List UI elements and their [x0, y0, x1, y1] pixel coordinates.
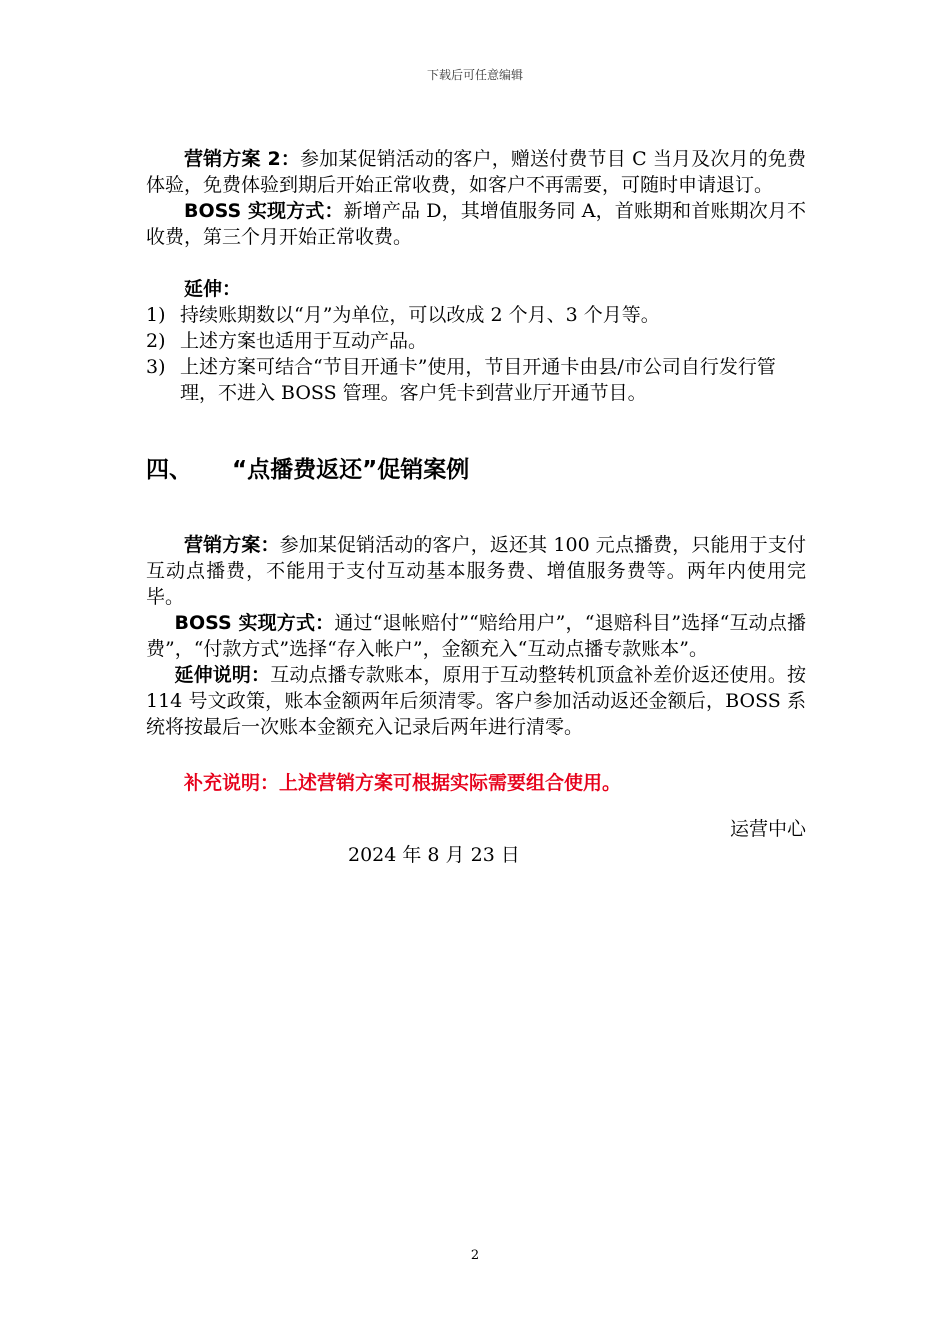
extension-label: 延伸：: [184, 278, 242, 300]
plan4-text: 参加某促销活动的客户，返还其 100 元点播费，只能用于支付互动点播费，不能用于支付互动基本服务费、增值服务费等。两年内使用完毕。: [146, 534, 806, 608]
plan2-label: 营销方案 2：: [184, 148, 301, 170]
plan4-label: 营销方案：: [184, 534, 280, 556]
list-item-number: 3): [146, 356, 166, 378]
supplement-text: 补充说明：上述营销方案可根据实际需要组合使用。: [184, 772, 622, 794]
spacer: [146, 486, 806, 532]
page-header: 下载后可任意编辑: [426, 68, 523, 82]
plan2-paragraph: [146, 146, 806, 198]
extension-heading: [146, 276, 806, 302]
plan2-text: 参加某促销活动的客户，赠送付费节目 C 当月及次月的免费体验，免费体验到期后开始正常收费，如客户不再需要，可随时申请退订。: [146, 148, 806, 196]
plan4-paragraph: [146, 532, 806, 610]
section-number: 四、: [146, 457, 192, 483]
boss4-paragraph: [146, 610, 806, 662]
spacer: [146, 796, 806, 816]
section-heading: [146, 454, 806, 486]
boss2-label: BOSS 实现方式：: [184, 200, 344, 222]
boss4-text: 通过“退帐赔付”“赔给用户”，“退赔科目”选择“互动点播费”，“付款方式”选择“存入帐户”，金额充入“互动点播专款账本”。: [146, 612, 806, 660]
list-item: [146, 328, 806, 354]
supplement-paragraph: [146, 770, 806, 796]
spacer: [146, 250, 806, 276]
ext4-text: 互动点播专款账本，原用于互动整转机顶盒补差价返还使用。按 114 号文政策，账本金额两年后须清零。客户参加活动返还金额后，BOSS 系统将按最后一次账本金额充入记录后两年进行清零。: [146, 664, 806, 738]
signature-org: 运营中心: [729, 818, 806, 840]
signature-date: 2024 年 8 月 23 日: [348, 844, 520, 866]
page-number: 2: [470, 1248, 480, 1263]
list-item-text: 持续账期数以“月”为单位，可以改成 2 个月、3 个月等。: [180, 304, 660, 326]
boss2-paragraph: [146, 198, 806, 250]
list-item-text: 上述方案可结合“节目开通卡”使用，节目开通卡由县/市公司自行发行管理，不进入 BOSS 管理。客户凭卡到营业厅开通节目。: [180, 356, 776, 404]
boss4-label: BOSS 实现方式：: [174, 612, 335, 634]
extension-list: [146, 302, 806, 406]
spacer: [146, 406, 806, 454]
list-item: [146, 354, 806, 406]
list-item-number: 2): [146, 330, 166, 352]
list-item-number: 1): [146, 304, 166, 326]
list-item-text: 上述方案也适用于互动产品。: [180, 330, 428, 352]
boss2-text: 新增产品 D，其增值服务同 A，首账期和首账期次月不收费，第三个月开始正常收费。: [146, 200, 806, 248]
ext4-label: 延伸说明：: [174, 664, 271, 686]
spacer: [146, 740, 806, 770]
ext4-paragraph: [146, 662, 806, 740]
document-body: [146, 146, 806, 868]
section-title: “点播费返还”促销案例: [232, 457, 470, 483]
list-item: [146, 302, 806, 328]
